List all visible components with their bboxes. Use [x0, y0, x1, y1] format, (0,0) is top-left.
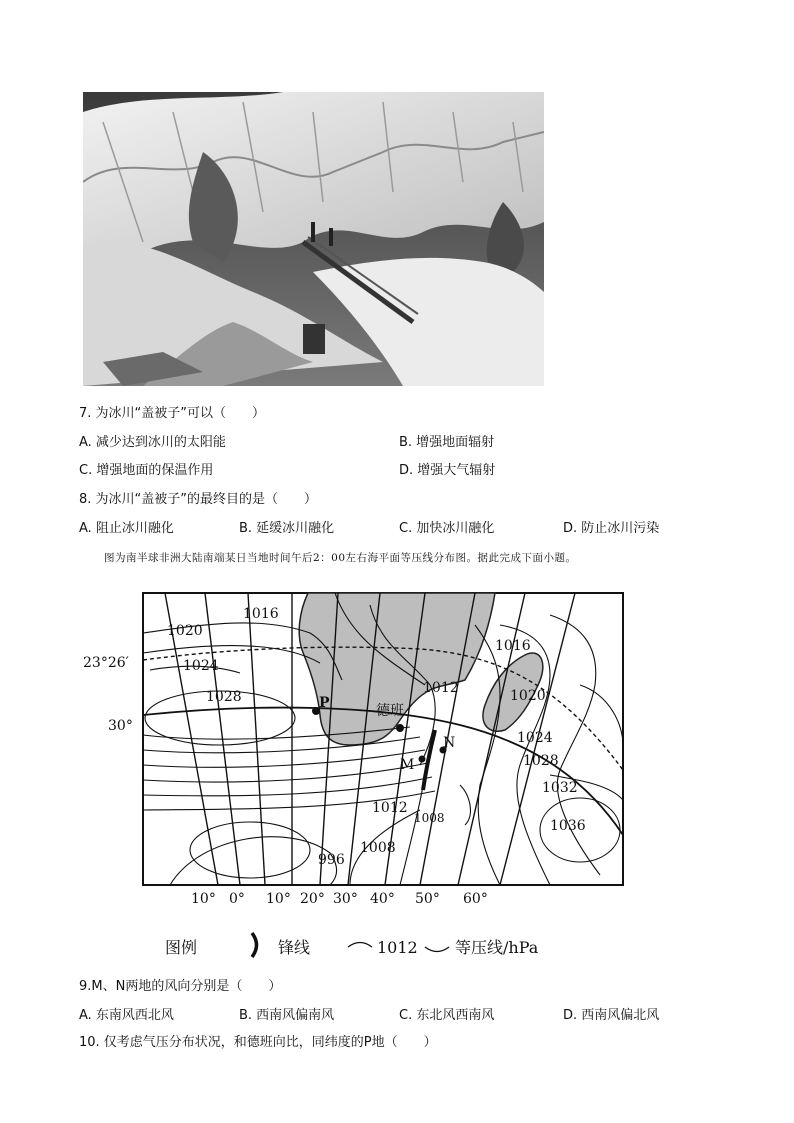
legend-front-symbol [252, 933, 257, 957]
question-8-option-a[interactable]: A. 阻止冰川融化 [79, 521, 174, 536]
longitude-label: 0° [229, 891, 245, 907]
isobar-label: 1024 [183, 658, 219, 674]
legend-isobar-symbol-right [425, 947, 449, 952]
isobar-label: 1008 [360, 840, 396, 856]
legend-front-label: 锋线 [278, 938, 311, 957]
isobar-label: 1024 [517, 730, 553, 746]
point-m-marker [419, 756, 426, 763]
question-7-option-b[interactable]: B. 增强地面辐射 [399, 435, 495, 450]
point-m-label: M [400, 757, 415, 773]
question-8-option-b[interactable]: B. 延缓冰川融化 [239, 521, 335, 536]
glacier-photo [83, 92, 544, 386]
point-durban-marker [396, 724, 404, 732]
isobar-label: 1020 [510, 688, 546, 704]
point-p-label: P [319, 695, 330, 711]
question-9-option-a[interactable]: A. 东南风西北风 [79, 1008, 174, 1023]
longitude-label: 50° [415, 891, 440, 907]
longitude-label: 20° [300, 891, 325, 907]
question-8-option-c[interactable]: C. 加快冰川融化 [399, 521, 495, 536]
question-9-option-d[interactable]: D. 西南风偏北风 [563, 1008, 660, 1023]
isobar-label: 1016 [243, 606, 279, 622]
isobar-label: 1036 [550, 818, 586, 834]
question-9-option-b[interactable]: B. 西南风偏南风 [239, 1008, 335, 1023]
isobar-map-svg [80, 585, 640, 960]
longitude-label: 40° [370, 891, 395, 907]
isobar-label: 1016 [495, 638, 531, 654]
isobar-label: 996 [318, 852, 345, 868]
question-7-option-d[interactable]: D. 增强大气辐射 [399, 463, 496, 478]
legend-title: 图例 [165, 938, 198, 957]
question-10-stem: 10. 仅考虑气压分布状况，和德班向比，同纬度的P地（ ） [79, 1035, 437, 1050]
glacier-photo-image [83, 92, 544, 386]
longitude-label: 10° [191, 891, 216, 907]
isobar-map [80, 585, 640, 960]
question-7-stem: 7. 为冰川“盖被子”可以（ ） [79, 406, 266, 421]
isobar-label: 1028 [206, 689, 242, 705]
isobar-label: 1032 [542, 780, 578, 796]
longitude-label: 60° [463, 891, 488, 907]
point-durban-label: 德班 [376, 703, 404, 719]
question-7-option-c[interactable]: C. 增强地面的保温作用 [79, 463, 214, 478]
latitude-label: 30° [108, 718, 133, 734]
isobar-label: 1028 [523, 753, 559, 769]
isobar-label: 1012 [372, 800, 408, 816]
longitude-label: 10° [266, 891, 291, 907]
question-7-option-a[interactable]: A. 减少达到冰川的太阳能 [79, 435, 226, 450]
question-8-stem: 8. 为冰川“盖被子”的最终目的是（ ） [79, 492, 318, 507]
isobar-label: 1008 [414, 811, 445, 825]
point-n-label: N [443, 735, 456, 751]
longitude-label: 30° [333, 891, 358, 907]
isobar-label: 1012 [423, 680, 459, 696]
isobar-label: 1020 [167, 623, 203, 639]
legend-isobar-symbol-left [348, 943, 372, 948]
legend-isobar-label: 等压线/hPa [455, 938, 539, 957]
question-9-stem: 9.M、N两地的风向分别是（ ） [79, 979, 282, 994]
map-intro-text: 图为南半球非洲大陆南端某日当地时间午后2：00左右海平面等压线分布图。据此完成下面小题。 [104, 552, 577, 564]
legend-isobar-sample: 1012 [377, 938, 418, 957]
question-8-option-d[interactable]: D. 防止冰川污染 [563, 521, 660, 536]
question-9-option-c[interactable]: C. 东北风西南风 [399, 1008, 495, 1023]
latitude-label: 23°26′ [83, 655, 129, 671]
